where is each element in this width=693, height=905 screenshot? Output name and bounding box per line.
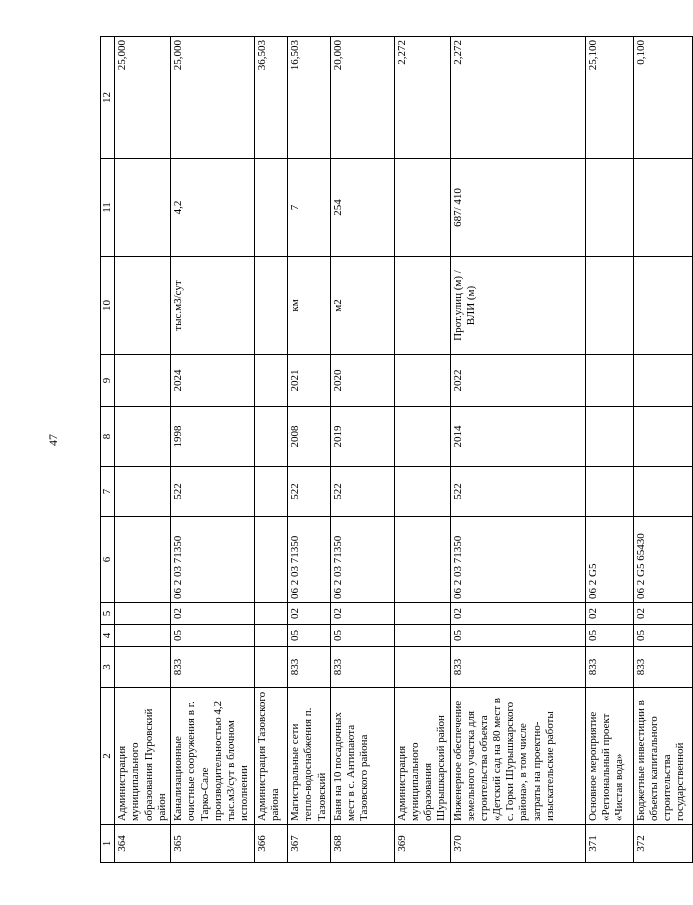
start-year-cell: [255, 407, 288, 467]
column-header: 4: [101, 625, 115, 647]
subsection-cell: 02: [288, 603, 331, 625]
ministry-code-cell: 833: [585, 647, 633, 688]
unit-cell: км: [288, 257, 331, 355]
expense-type-cell: [115, 467, 171, 517]
column-header: 11: [101, 159, 115, 257]
amount-cell: 36,503: [255, 37, 288, 159]
item-name-cell: Баня на 10 посадочных мест в с. Антипаюта Тазовского района: [330, 688, 394, 825]
end-year-cell: 2020: [330, 355, 394, 407]
start-year-cell: [585, 407, 633, 467]
unit-cell: [633, 257, 692, 355]
table-row: [288, 37, 331, 863]
table-row: [394, 37, 450, 863]
item-name-cell: Администрация муниципального образования Пуровский район: [115, 688, 171, 825]
start-year-cell: 1998: [171, 407, 255, 467]
expense-type-cell: [394, 467, 450, 517]
subsection-cell: 02: [450, 603, 585, 625]
target-article-cell: 06 2 G5 65430: [633, 517, 692, 603]
end-year-cell: [255, 355, 288, 407]
expense-type-cell: 522: [288, 467, 331, 517]
row-number-cell: 371: [585, 825, 633, 863]
row-number-cell: 368: [330, 825, 394, 863]
column-number-row: [101, 37, 115, 863]
column-header: 12: [101, 37, 115, 159]
target-article-cell: [255, 517, 288, 603]
row-number-cell: 365: [171, 825, 255, 863]
expense-type-cell: 522: [171, 467, 255, 517]
expense-type-cell: [585, 467, 633, 517]
section-cell: [115, 625, 171, 647]
start-year-cell: 2014: [450, 407, 585, 467]
unit-cell: м2: [330, 257, 394, 355]
ministry-code-cell: [394, 647, 450, 688]
amount-cell: 16,503: [288, 37, 331, 159]
section-cell: [394, 625, 450, 647]
capacity-cell: [115, 159, 171, 257]
section-cell: 05: [288, 625, 331, 647]
capacity-cell: [394, 159, 450, 257]
ministry-code-cell: 833: [330, 647, 394, 688]
table-row: [115, 37, 171, 863]
amount-cell: 25,100: [585, 37, 633, 159]
unit-cell: [255, 257, 288, 355]
section-cell: 05: [330, 625, 394, 647]
subsection-cell: [255, 603, 288, 625]
end-year-cell: 2024: [171, 355, 255, 407]
item-name-cell: Бюджетные инвестиции в объекты капитального строительства государственной: [633, 688, 692, 825]
unit-cell: [115, 257, 171, 355]
row-number-cell: 364: [115, 825, 171, 863]
start-year-cell: [633, 407, 692, 467]
end-year-cell: 2022: [450, 355, 585, 407]
end-year-cell: 2021: [288, 355, 331, 407]
table-row: [633, 37, 692, 863]
target-article-cell: [115, 517, 171, 603]
ministry-code-cell: 833: [633, 647, 692, 688]
rotated-table-container: [100, 37, 687, 863]
column-header: 8: [101, 407, 115, 467]
expense-type-cell: [633, 467, 692, 517]
ministry-code-cell: 833: [450, 647, 585, 688]
capacity-cell: [585, 159, 633, 257]
item-name-cell: Администрация Тазовского района: [255, 688, 288, 825]
capacity-cell: 687/ 410: [450, 159, 585, 257]
table-row: [585, 37, 633, 863]
start-year-cell: 2019: [330, 407, 394, 467]
capacity-cell: [255, 159, 288, 257]
row-number-cell: 369: [394, 825, 450, 863]
ministry-code-cell: 833: [288, 647, 331, 688]
section-cell: 05: [633, 625, 692, 647]
section-cell: 05: [171, 625, 255, 647]
item-name-cell: Администрация муниципального образования Шурышкарский район: [394, 688, 450, 825]
subsection-cell: [115, 603, 171, 625]
target-article-cell: [394, 517, 450, 603]
item-name-cell: Магистральные сети тепло-водоснабжения п. Тазовский: [288, 688, 331, 825]
amount-cell: 0,100: [633, 37, 692, 159]
amount-cell: 25,000: [115, 37, 171, 159]
section-cell: 05: [585, 625, 633, 647]
amount-cell: 2,272: [450, 37, 585, 159]
section-cell: [255, 625, 288, 647]
start-year-cell: 2008: [288, 407, 331, 467]
row-number-cell: 372: [633, 825, 692, 863]
target-article-cell: 06 2 03 71350: [171, 517, 255, 603]
subsection-cell: [394, 603, 450, 625]
column-header: 5: [101, 603, 115, 625]
unit-cell: [585, 257, 633, 355]
item-name-cell: Основное мероприятие «Региональный проект «Чистая вода»: [585, 688, 633, 825]
target-article-cell: 06 2 G5: [585, 517, 633, 603]
expense-type-cell: 522: [450, 467, 585, 517]
target-article-cell: 06 2 03 71350: [330, 517, 394, 603]
amount-cell: 20,000: [330, 37, 394, 159]
row-number-cell: 367: [288, 825, 331, 863]
item-name-cell: Канализационные очистные сооружения в г. Тарко-Сале производительностью 4,2 тыс.м3/сут в блочном исполнении: [171, 688, 255, 825]
subsection-cell: 02: [633, 603, 692, 625]
end-year-cell: [115, 355, 171, 407]
subsection-cell: 02: [330, 603, 394, 625]
section-cell: 05: [450, 625, 585, 647]
target-article-cell: 06 2 03 71350: [450, 517, 585, 603]
table-row: [171, 37, 255, 863]
ministry-code-cell: [255, 647, 288, 688]
unit-cell: Прот.улиц (м) /ВЛИ (м): [450, 257, 585, 355]
row-number-cell: 370: [450, 825, 585, 863]
column-header: 2: [101, 688, 115, 825]
start-year-cell: [394, 407, 450, 467]
subsection-cell: 02: [585, 603, 633, 625]
start-year-cell: [115, 407, 171, 467]
column-header: 3: [101, 647, 115, 688]
amount-cell: 2,272: [394, 37, 450, 159]
table-row: [450, 37, 585, 863]
column-header: 6: [101, 517, 115, 603]
end-year-cell: [394, 355, 450, 407]
unit-cell: [394, 257, 450, 355]
table-row: [330, 37, 394, 863]
table-row: [255, 37, 288, 863]
capacity-cell: 4,2: [171, 159, 255, 257]
expense-type-cell: [255, 467, 288, 517]
subsection-cell: 02: [171, 603, 255, 625]
target-article-cell: 06 2 03 71350: [288, 517, 331, 603]
capacity-cell: [633, 159, 692, 257]
end-year-cell: [585, 355, 633, 407]
ministry-code-cell: 833: [171, 647, 255, 688]
column-header: 9: [101, 355, 115, 407]
unit-cell: тыс.м3/сут: [171, 257, 255, 355]
column-header: 1: [101, 825, 115, 863]
end-year-cell: [633, 355, 692, 407]
page-number: 47: [46, 434, 60, 446]
column-header: 10: [101, 257, 115, 355]
capacity-cell: 254: [330, 159, 394, 257]
capacity-cell: 7: [288, 159, 331, 257]
amount-cell: 25,000: [171, 37, 255, 159]
investment-table: [100, 36, 693, 863]
ministry-code-cell: [115, 647, 171, 688]
column-header: 7: [101, 467, 115, 517]
row-number-cell: 366: [255, 825, 288, 863]
item-name-cell: Инженерное обеспечение земельного участка для строительства объекта «Детский сад на 80 мест в с. Горки Шурышкарского района», в том числе затраты на проектно-изыскательские работы: [450, 688, 585, 825]
expense-type-cell: 522: [330, 467, 394, 517]
